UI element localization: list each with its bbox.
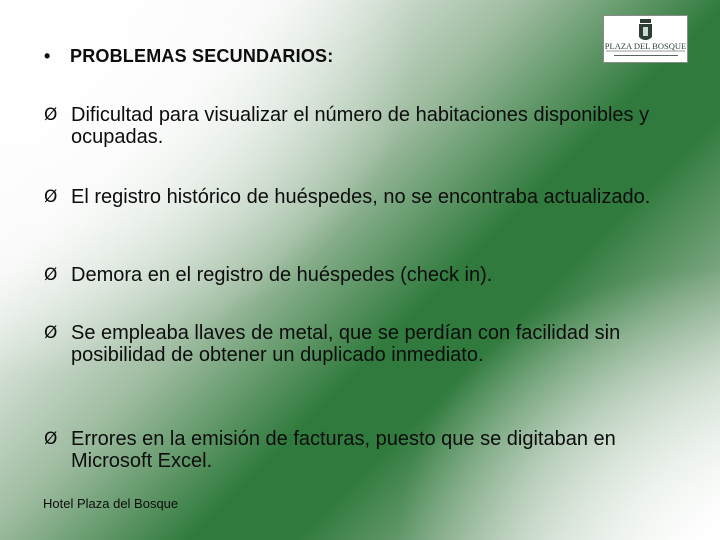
heading-text: PROBLEMAS SECUNDARIOS:	[70, 46, 334, 66]
slide-heading	[44, 46, 333, 67]
slide-footer: Hotel Plaza del Bosque	[43, 496, 179, 511]
list-item	[44, 322, 664, 366]
list-item-text: Dificultad para visualizar el número de habitaciones disponibles y ocupadas.	[71, 104, 650, 148]
arrow-bullet-icon: Ø	[44, 323, 58, 343]
list-item	[44, 186, 664, 208]
list-item	[44, 104, 664, 148]
list-item-text: El registro histórico de huéspedes, no se encontraba actualizado.	[71, 186, 651, 208]
list-item	[44, 428, 664, 472]
list-item	[44, 264, 664, 286]
arrow-bullet-icon: Ø	[44, 265, 58, 285]
list-item-text: Se empleaba llaves de metal, que se perdían con facilidad sin posibilidad de obtener un duplicado inmediato.	[71, 322, 621, 366]
list-item-text: Demora en el registro de huéspedes (check in).	[71, 264, 493, 286]
logo-wordmark: PLAZA DEL BOSQUE	[604, 41, 687, 51]
hotel-logo	[603, 15, 688, 63]
arrow-bullet-icon: Ø	[44, 105, 58, 125]
hotel-logo-icon	[604, 16, 687, 62]
arrow-bullet-icon: Ø	[44, 187, 58, 207]
list-item-text: Errores en la emisión de facturas, puesto que se digitaban en Microsoft Excel.	[71, 428, 616, 472]
heading-bullet: •	[44, 46, 51, 66]
arrow-bullet-icon: Ø	[44, 429, 58, 449]
